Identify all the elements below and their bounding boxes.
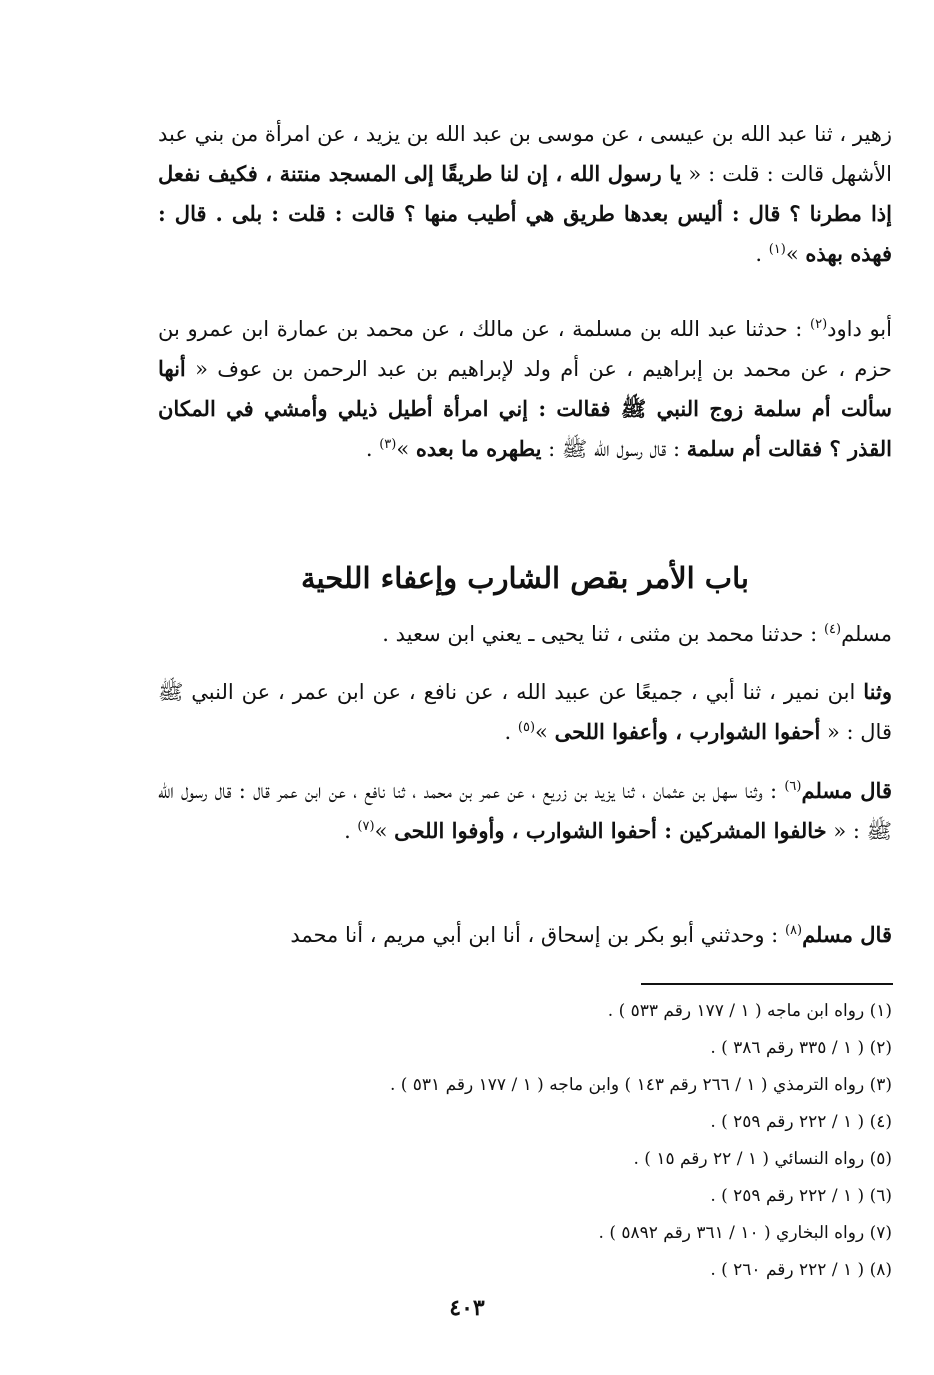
page-number: ٤٠٣ <box>449 1295 485 1321</box>
footnote-ref: (٤) <box>823 622 842 637</box>
footnote-4: (٤) ( ١ / ٢٢٢ رقم ٢٥٩ ) . <box>710 1112 892 1132</box>
text: : وثنا سهل بن عثمان ، ثنا يزيد بن زريع ، عن عمر بن محمد ، ثنا نافع ، عن ابن عمر قال : قال رسول الله ﷺ : « <box>158 779 892 843</box>
footnote-ref: (٥) <box>517 720 536 735</box>
footnote-1: (١) رواه ابن ماجه ( ١ / ١٧٧ رقم ٥٣٣ ) . <box>607 1001 892 1021</box>
bold-quote: أحفوا الشوارب ، وأعفوا اللحى <box>554 719 821 744</box>
bold-word: قال مسلم <box>801 778 892 803</box>
text: » <box>785 242 806 266</box>
footnote-ref: (٦) <box>784 779 802 794</box>
text: : قال رسول الله ﷺ : <box>541 437 687 461</box>
paragraph-3 <box>158 615 892 654</box>
text: » <box>374 819 395 843</box>
footnote-ref: (٢) <box>810 317 828 332</box>
footnote-2: (٢) ( ١ / ٣٣٥ رقم ٣٨٦ ) . <box>710 1038 892 1058</box>
text: . <box>344 819 358 843</box>
footnote-ref: (١) <box>768 242 786 257</box>
bold-quote: يطهره ما بعده <box>415 436 542 461</box>
bold-word: قال مسلم <box>802 922 892 947</box>
bold-word: وثنا <box>863 679 892 704</box>
section-heading: باب الأمر بقص الشارب وإعفاء اللحية <box>300 561 749 595</box>
text: : حدثنا محمد بن مثنى ، ثنا يحيى ـ يعني ابن سعيد . <box>382 622 824 646</box>
text: مسلم <box>841 622 892 646</box>
paragraph-6 <box>158 915 892 955</box>
footnote-ref: (٧) <box>357 819 375 834</box>
text: . <box>504 720 518 744</box>
paragraph-1 <box>158 115 892 274</box>
paragraph-4 <box>158 672 892 752</box>
text: زهير ، ثنا عبد الله بن عيسى ، عن موسى بن عبد الله بن يزيد ، عن امرأة من بني عبد الأشهل قالت : قلت : « <box>158 122 892 186</box>
text: » <box>396 437 416 461</box>
footnote-7: (٧) رواه البخاري ( ١٠ / ٣٦١ رقم ٥٨٩٢ ) . <box>598 1223 892 1243</box>
footnote-6: (٦) ( ١ / ٢٢٢ رقم ٢٥٩ ) . <box>710 1186 892 1206</box>
text: : وحدثني أبو بكر بن إسحاق ، أنا ابن أبي مريم ، أنا محمد <box>290 923 785 947</box>
text: ابن نمير ، ثنا أبي ، جميعًا عن عبيد الله ، عن نافع ، عن ابن عمر ، عن النبي ﷺ قال : « <box>158 680 892 744</box>
footnote-divider <box>641 983 893 985</box>
text: : حدثنا عبد الله بن مسلمة ، عن مالك ، عن محمد بن عمارة ابن عمرو بن حزم ، عن محمد بن إبراهيم ، عن أم ولد لإبراهيم بن عبد الرحمن بن عوف « <box>158 317 892 381</box>
bold-quote: يا رسول الله ، إن لنا طريقًا إلى المسجد منتنة ، فكيف نفعل إذا مطرنا ؟ قال : أليس بعدها طريق هي أطيب منها ؟ قالت : قلت : بلى . قال : فهذه بهذه <box>158 161 892 266</box>
footnote-5: (٥) رواه النسائي ( ١ / ٢٢ رقم ١٥ ) . <box>633 1149 892 1169</box>
text: . <box>755 242 769 266</box>
bold-quote: أنها سألت أم سلمة زوج النبي ﷺ فقالت : إني امرأة أطيل ذيلي وأمشي في المكان القذر ؟ فقالت أم سلمة <box>158 356 892 461</box>
footnote-3: (٣) رواه الترمذي ( ١ / ٢٦٦ رقم ١٤٣ ) وابن ماجه ( ١ / ١٧٧ رقم ٥٣١ ) . <box>389 1075 892 1095</box>
bold-quote: خالفوا المشركين : أحفوا الشوارب ، وأوفوا اللحى <box>394 818 827 843</box>
footnote-ref: (٣) <box>379 437 397 452</box>
text: أبو داود <box>827 317 892 341</box>
footnote-8: (٨) ( ١ / ٢٢٢ رقم ٢٦٠ ) . <box>710 1260 892 1280</box>
paragraph-5 <box>158 771 892 851</box>
text: » <box>535 720 555 744</box>
paragraph-2 <box>158 310 892 469</box>
text: . <box>365 437 380 461</box>
footnote-ref: (٨) <box>784 923 803 938</box>
